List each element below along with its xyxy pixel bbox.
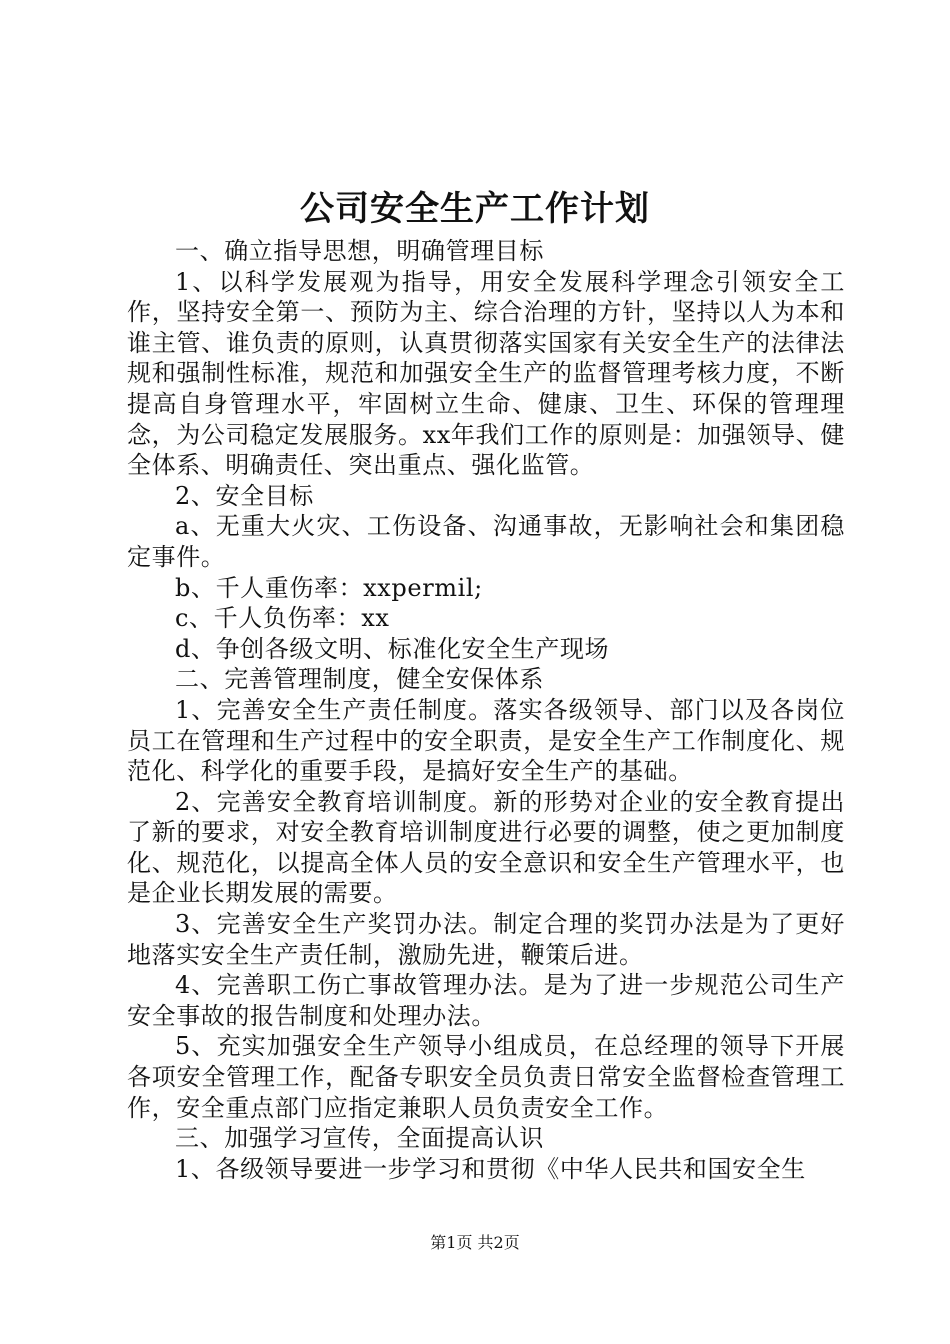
section-heading: 三、加强学习宣传，全面提高认识 bbox=[175, 1124, 544, 1153]
section-heading: 一、确立指导思想，明确管理目标 bbox=[175, 237, 544, 265]
paragraph: 5、充实加强安全生产领导小组成员，在总经理的领导下开展各项安全管理工作，配备专职安全员负责日常安全监督检查管理工作，安全重点部门应指定兼职人员负责安全工作。 bbox=[127, 1032, 845, 1122]
section-heading: 二、完善管理制度，健全安保体系 bbox=[175, 665, 544, 694]
list-item: b、千人重伤率：xxpermil; bbox=[175, 573, 483, 602]
paragraph: 1、完善安全生产责任制度。落实各级领导、部门以及各岗位员工在管理和生产过程中的安全职责，是安全生产工作制度化、规范化、科学化的重要手段，是搞好安全生产的基础。 bbox=[127, 695, 845, 786]
list-item: c、千人负伤率：xx bbox=[175, 604, 390, 633]
list-item: d、争创各级文明、标准化安全生产现场 bbox=[175, 634, 610, 663]
paragraph: 2、安全目标 bbox=[175, 481, 314, 510]
paragraph: 3、完善安全生产奖罚办法。制定合理的奖罚办法是为了更好地落实安全生产责任制，激励先进，鞭策后进。 bbox=[127, 910, 845, 969]
document-title: 公司安全生产工作计划 bbox=[300, 189, 650, 229]
paragraph: 4、完善职工伤亡事故管理办法。是为了进一步规范公司生产安全事故的报告制度和处理办法。 bbox=[127, 971, 845, 1030]
paragraph: 1、以科学发展观为指导，用安全发展科学理念引领安全工作，坚持安全第一、预防为主、综合治理的方针，坚持以人为本和谁主管、谁负责的原则，认真贯彻落实国家有关安全生产的法律法规和强制性标准，规范和加强安全生产的监督管理考核力度，不断提高自身管理水平，牢固树立生命、健康、卫生、环保的管理理念，为公司稳定发展服务。xx年我们工作的原则是：加强领导、健全体系、明确责任、突出重点、强化监管。 bbox=[127, 267, 845, 480]
paragraph: 1、各级领导要进一步学习和贯彻《中华人民共和国安全生 bbox=[175, 1154, 806, 1183]
paragraph: 2、完善安全教育培训制度。新的形势对企业的安全教育提出了新的要求，对安全教育培训制度进行必要的调整，使之更加制度化、规范化，以提高全体人员的安全意识和安全生产管理水平，也是企业长期发展的需要。 bbox=[127, 787, 845, 908]
list-item: a、无重大火灾、工伤设备、沟通事故，无影响社会和集团稳定事件。 bbox=[127, 512, 845, 571]
document-body bbox=[127, 236, 845, 1184]
page-number: 第1页 共2页 bbox=[430, 1233, 520, 1252]
